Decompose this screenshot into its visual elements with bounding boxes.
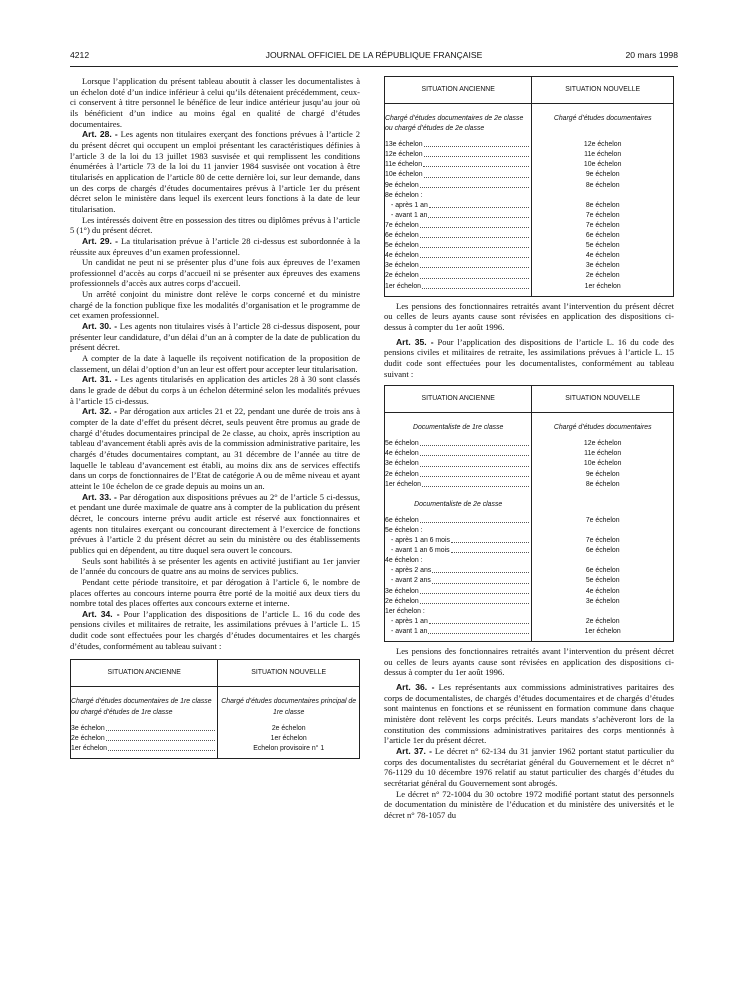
table-row <box>385 449 673 459</box>
old-grade-cell <box>385 211 532 221</box>
new-grade: 4e échelon <box>585 252 620 260</box>
leader-dots <box>429 201 530 208</box>
leader-dots <box>420 251 530 258</box>
old-grade-cell <box>385 459 532 469</box>
old-grade: 4e échelon <box>385 252 419 260</box>
old-grade: - avant 2 ans <box>391 577 431 585</box>
paragraph-text: Pendant cette période transitoire, et par dérogation à l’article 6, le nombre de places offertes au concours interne pourra être porté de la moitié aux deux tiers du nombre total des places offertes aux concours externe et interne. <box>70 576 360 609</box>
article-number: Art. 33. - <box>82 491 117 502</box>
paragraph-text: Les agents non titulaires exerçant des fonctions prévues à l’article 2 du présent décret qui occupent un emploi présentant les caractéristiques définies à l’article 3 de la loi du 13 juillet 1983 susvisée et qui remplissent les conditions énumérées à l’article 73 de la loi du 11 janvier 1984 susvisée ont vocation à être titularisés en application de l’article 80 de cette dernière loi, sur leur demande, dans un des corps de chargés d’études documentaires prévus à l’article 1er du présent décret selon le ministère dans lequel ils exercent leurs fonctions à la date de leur titularisation. <box>70 129 361 214</box>
new-grade: 3e échelon <box>585 597 620 605</box>
table-row <box>385 470 673 480</box>
table-row <box>385 617 673 627</box>
old-grade: - après 1 an <box>391 617 428 625</box>
old-grade: 1er échelon <box>385 282 422 290</box>
paragraph <box>384 301 674 333</box>
old-grade-cell <box>385 480 532 490</box>
table-row <box>385 546 673 556</box>
paragraph-text: Les pensions des fonctionnaires retraités avant l’intervention du présent décret ou celles de leurs ayants cause sont révisées en application des dispositions ci-dessus à compter du 1er août 1996. <box>384 300 674 332</box>
new-grade: 8e échelon <box>585 181 620 189</box>
header-situation-ancienne: SITUATION ANCIENNE <box>71 660 218 687</box>
paragraph <box>70 374 360 406</box>
table-row <box>71 724 359 734</box>
new-grade: 8e échelon <box>585 201 620 209</box>
new-category-caption: Chargé d’études documentaires <box>553 424 652 432</box>
new-grade: 2e échelon <box>271 724 306 732</box>
paragraph-text: Le décret n° 72-1004 du 30 octobre 1972 modifié portant statut des personnels de documentation du ministère de l’éducation et du ministère des universités et le décret n° 78-1057 du <box>384 788 674 820</box>
old-grade-cell <box>385 170 532 180</box>
old-grade-cell <box>385 150 532 160</box>
new-category-caption <box>532 490 673 516</box>
table-row <box>385 191 673 201</box>
leader-dots <box>424 170 530 177</box>
table-row <box>385 597 673 607</box>
table-row <box>385 221 673 231</box>
paragraph-text: Pour l’application des dispositions de l’article L. 16 du code des pensions civiles et militaires de retraite, les assimilations prévues à l’article L. 15 dudit code sont effectuées pour les documentalistes, conformément au tableau suivant : <box>384 336 675 379</box>
old-grade: 4e échelon : <box>385 557 423 565</box>
new-grade: 6e échelon <box>585 547 620 555</box>
left-column <box>70 76 360 759</box>
old-grade-cell <box>385 576 532 586</box>
old-grade: 3e échelon <box>385 460 419 468</box>
old-grade: 8e échelon : <box>385 191 423 199</box>
article-number: Art. 34. - <box>82 608 120 619</box>
table-row <box>385 261 673 271</box>
new-grade: 11e échelon <box>584 450 622 458</box>
new-grade: 6e échelon <box>585 232 620 240</box>
table-row <box>385 566 673 576</box>
leader-dots <box>451 536 529 543</box>
old-grade: 3e échelon <box>385 262 419 270</box>
old-grade-cell <box>385 191 532 201</box>
paragraph-text: Les pensions des fonctionnaires retraités avant l’intervention du présent décret ou celles de leurs ayants cause sont révisées en application des dispositions ci-dessus à compter du 1er août 1996. <box>384 645 674 678</box>
pension-table-2e-classe <box>384 76 674 297</box>
leader-dots <box>108 744 215 751</box>
old-grade-cell <box>71 734 218 744</box>
new-category-caption: Chargé d’études documentaires <box>553 115 652 122</box>
new-grade: 3e échelon <box>585 262 620 270</box>
new-grade: 1er échelon <box>584 282 621 290</box>
old-category-caption: Documentaliste de 1re classe <box>385 413 532 440</box>
table-row <box>385 231 673 241</box>
table-row <box>385 607 673 617</box>
leader-dots <box>432 576 530 583</box>
paragraph-text: Par dérogation aux articles 21 et 22, pendant une durée de trois ans à compter de la date d’effet du présent décret, seuls peuvent être promus au grade de chargé d’études documentaires principal de 2e classe, au choix, après inscription au tableau d’avancement établi après avis de la commission administrative paritaire, les chargés d’études documentaires comptant, au 31 décembre de l’année au titre de laquelle le tableau d’avancement est établi, au moins dix ans de services effectifs dans un corps de fonctionnaires de l’Etat de catégorie A ou de même niveau et ayant atteint le 10e échelon de ce grade depuis au moins un an. <box>70 406 361 491</box>
old-grade-cell <box>385 282 532 292</box>
article-number: Art. 31. - <box>82 374 118 385</box>
old-grade-cell <box>385 271 532 281</box>
table-row <box>385 241 673 251</box>
leader-dots <box>420 231 530 238</box>
new-grade: 6e échelon <box>585 567 620 575</box>
old-grade: 4e échelon <box>385 450 419 458</box>
new-grade: Echelon provisoire n° 1 <box>253 744 325 752</box>
old-grade-cell <box>385 140 532 150</box>
old-grade-cell <box>385 261 532 271</box>
leader-dots <box>420 439 530 446</box>
leader-dots <box>420 449 530 456</box>
old-grade: 1er échelon <box>385 480 422 488</box>
paragraph <box>70 556 360 577</box>
old-category-caption: Chargé d’études documentaires de 2e classe ou chargé d’études de 2e classe <box>385 104 532 141</box>
table-row <box>385 271 673 281</box>
table-row <box>385 587 673 597</box>
new-grade: 9e échelon <box>585 171 620 179</box>
table-row <box>385 439 673 449</box>
table-row <box>71 744 359 754</box>
header-situation-ancienne: SITUATION ANCIENNE <box>385 77 532 104</box>
old-grade-cell <box>385 181 532 191</box>
header-situation-nouvelle: SITUATION NOUVELLE <box>532 77 673 104</box>
table-row <box>385 140 673 150</box>
header-rule <box>70 66 678 67</box>
paragraph-text: Par dérogation aux dispositions prévues au 2° de l’article 5 ci-dessus, et pendant une durée maximale de quatre ans à compter de la publication du présent décret, le concours interne prévu audit article est réservé aux fonctionnaires et agents non titulaires exerçant ou concourant directement à l’exercice de fonctions prévues à l’article 2 du présent décret au sein du ministère ou des établissements publics qui en dépendent, au titre duquel sera ouvert le concours. <box>70 491 361 555</box>
old-grade: - avant 1 an <box>391 211 428 219</box>
leader-dots <box>420 470 530 477</box>
table-row <box>385 201 673 211</box>
paragraph <box>70 353 360 374</box>
old-grade: - après 1 an 6 mois <box>391 537 450 545</box>
header-situation-ancienne: SITUATION ANCIENNE <box>385 386 532 413</box>
leader-dots <box>424 150 530 157</box>
table-row <box>385 516 673 526</box>
table-row <box>385 480 673 490</box>
old-grade-cell <box>385 556 532 566</box>
table-row <box>385 576 673 586</box>
article-number: Art. 35. - <box>396 336 434 347</box>
old-grade: 3e échelon <box>385 587 419 595</box>
article-number: Art. 28. - <box>82 129 118 140</box>
table-row <box>385 556 673 566</box>
paragraph <box>384 337 674 380</box>
leader-dots <box>422 480 529 487</box>
new-grade: 10e échelon <box>583 161 622 169</box>
leader-dots <box>420 271 530 278</box>
new-grade: 7e échelon <box>585 211 620 219</box>
old-category-caption: Chargé d’études documentaires de 1re classe ou chargé d’études de 1re classe <box>71 687 218 724</box>
old-grade-cell <box>385 566 532 576</box>
old-grade-cell <box>385 526 532 536</box>
paragraph <box>70 492 360 556</box>
leader-dots <box>422 282 529 289</box>
old-grade-cell <box>385 251 532 261</box>
paragraph <box>70 215 360 236</box>
old-grade-cell <box>385 627 532 637</box>
table-row <box>385 150 673 160</box>
old-grade-cell <box>385 546 532 556</box>
article-number: Art. 29. - <box>82 235 118 246</box>
table-row <box>385 251 673 261</box>
old-grade: 5e échelon <box>385 242 419 250</box>
leader-dots <box>420 181 530 188</box>
new-grade: 10e échelon <box>583 460 622 468</box>
old-grade: - après 1 an <box>391 201 428 209</box>
header-situation-nouvelle: SITUATION NOUVELLE <box>218 660 359 687</box>
paragraph <box>70 577 360 609</box>
old-grade: 2e échelon <box>385 597 419 605</box>
leader-dots <box>420 516 530 523</box>
journal-title: JOURNAL OFFICIEL DE LA RÉPUBLIQUE FRANÇAISE <box>265 50 483 60</box>
table-row <box>71 734 359 744</box>
new-grade: 9e échelon <box>585 470 620 478</box>
new-grade <box>532 607 673 617</box>
article-number: Art. 37. - <box>396 745 432 756</box>
old-grade: - après 2 ans <box>391 567 432 575</box>
old-grade: 2e échelon <box>385 470 419 478</box>
old-grade-cell <box>385 587 532 597</box>
page-header <box>70 50 678 64</box>
leader-dots <box>420 261 530 268</box>
old-category-caption: Documentaliste de 2e classe <box>385 490 532 516</box>
paragraph <box>70 129 360 214</box>
old-grade: 9e échelon <box>385 181 419 189</box>
paragraph <box>70 321 360 353</box>
old-grade-cell <box>385 160 532 170</box>
table-row <box>385 459 673 469</box>
old-grade-cell <box>71 744 218 754</box>
paragraph <box>70 609 360 652</box>
paragraph-text: Les agents titularisés en application des articles 28 à 30 sont classés dans le grade de début du corps à un échelon déterminé selon les modalités prévues à l’article 15 ci-dessus. <box>70 374 360 406</box>
article-number: Art. 32. - <box>82 406 118 417</box>
old-grade: - avant 1 an 6 mois <box>391 547 450 555</box>
table-row <box>385 627 673 637</box>
leader-dots <box>420 597 530 604</box>
new-grade <box>532 556 673 566</box>
new-grade: 7e échelon <box>585 221 620 229</box>
new-grade: 7e échelon <box>585 516 620 524</box>
table-row <box>385 282 673 292</box>
old-grade-cell <box>385 536 532 546</box>
new-grade: 1er échelon <box>270 734 307 742</box>
old-grade: 1er échelon <box>71 744 108 752</box>
leader-dots <box>432 566 529 573</box>
new-grade: 12e échelon <box>583 141 622 149</box>
pension-table-documentalistes <box>384 385 674 642</box>
old-grade: - avant 1 an <box>391 627 428 635</box>
old-grade: 6e échelon <box>385 232 419 240</box>
paragraph-text: Seuls sont habilités à se présenter les agents en activité justifiant au 1er janvier de l’année du concours de quatre ans au moins de services publics. <box>70 555 360 577</box>
old-grade: 5e échelon <box>385 440 419 448</box>
new-grade: 2e échelon <box>585 272 620 280</box>
paragraph <box>384 646 674 678</box>
paragraph-text: Les agents non titulaires visés à l’article 28 ci-dessus disposent, pour présenter leur candidature, d’un délai d’un an à compter de la date de publication du présent décret. <box>70 321 361 353</box>
paragraph-text: Un arrêté conjoint du ministre dont relève le corps concerné et du ministre chargé de la fonction publique fixe les modalités d’organisation et le programme de cet examen professionnel. <box>70 289 360 321</box>
leader-dots <box>429 617 530 624</box>
table-row <box>385 170 673 180</box>
new-grade: 12e échelon <box>583 440 622 448</box>
paragraph <box>70 236 360 257</box>
paragraph-text: Le décret n° 62-134 du 31 janvier 1962 portant statut particulier du corps des documentalistes du secrétariat général du Gouvernement et le décret n° 76-1129 du 10 décembre 1976 relatif au statut particulier des chargés d’études du secrétariat général du Gouvernement sont abrogés. <box>384 745 674 788</box>
leader-dots <box>420 459 530 466</box>
header-situation-nouvelle: SITUATION NOUVELLE <box>532 386 673 413</box>
leader-dots <box>106 724 216 731</box>
old-grade-cell <box>385 439 532 449</box>
new-category-caption: Chargé d’études documentaires principal de 1re classe <box>221 698 357 716</box>
paragraph-text: Un candidat ne peut ni se présenter plus d’une fois aux épreuves de l’examen professionnel d’accès au corps d’accueil ni se présenter aux épreuves des examens professionnels d’accès aux autres corps d’accueil. <box>70 257 360 289</box>
new-grade: 2e échelon <box>585 617 620 625</box>
new-grade: 7e échelon <box>585 537 620 545</box>
old-grade: 11e échelon <box>385 161 423 169</box>
table-row <box>385 536 673 546</box>
pension-table-chargés <box>70 659 360 758</box>
paragraph-text: Pour l’application des dispositions de l’article L. 16 du code des pensions civiles et militaires de retraite, les assimilations prévues à l’article L. 15 dudit code sont effectuées pour les chargés d’études documentaires et les chargés d’études, conformément au tableau suivant : <box>70 608 361 651</box>
paragraph <box>70 257 360 289</box>
old-grade: 3e échelon <box>71 724 105 732</box>
paragraph <box>384 682 674 746</box>
new-grade <box>532 526 673 536</box>
article-number: Art. 30. - <box>82 321 118 332</box>
old-grade-cell <box>385 516 532 526</box>
table-row <box>385 160 673 170</box>
leader-dots <box>420 587 530 594</box>
issue-date: 20 mars 1998 <box>625 50 678 60</box>
old-grade: 2e échelon <box>385 272 419 280</box>
paragraph <box>384 789 674 821</box>
new-grade <box>532 191 673 201</box>
old-grade: 7e échelon <box>385 221 419 229</box>
paragraph <box>384 746 674 789</box>
new-grade: 5e échelon <box>585 242 620 250</box>
paragraph <box>70 76 360 129</box>
old-grade-cell <box>385 201 532 211</box>
old-grade: 10e échelon <box>385 171 423 179</box>
paragraph-text: Lorsque l’application du présent tableau aboutit à classer les documentalistes à un échelon doté d’un indice inférieur à celui qu’ils détenaient précédemment, ceux-ci conservent à titre personnel le bénéfice de leur indice antérieur jusqu’au jour où ils bénéficient d’un indice au moins égal en qualité de chargé d’études documentaires. <box>70 76 360 129</box>
article-number: Art. 36. - <box>396 681 435 692</box>
old-grade: 6e échelon <box>385 516 419 524</box>
leader-dots <box>424 140 530 147</box>
leader-dots <box>428 211 529 218</box>
old-grade-cell <box>385 607 532 617</box>
new-grade: 8e échelon <box>585 480 620 488</box>
leader-dots <box>420 241 530 248</box>
leader-dots <box>420 221 530 228</box>
right-column <box>384 76 674 820</box>
page-number: 4212 <box>70 50 90 60</box>
leader-dots <box>428 627 529 634</box>
old-grade-cell <box>71 724 218 734</box>
leader-dots <box>451 546 530 553</box>
paragraph <box>70 406 360 491</box>
old-grade: 2e échelon <box>71 734 105 742</box>
paragraph <box>70 289 360 321</box>
old-grade: 13e échelon <box>385 141 423 149</box>
old-grade: 5e échelon : <box>385 526 423 534</box>
new-grade: 1er échelon <box>584 627 621 635</box>
leader-dots <box>423 160 529 167</box>
new-grade: 4e échelon <box>585 587 620 595</box>
table-row <box>385 211 673 221</box>
old-grade: 1er échelon : <box>385 607 425 615</box>
old-grade-cell <box>385 617 532 627</box>
old-grade-cell <box>385 449 532 459</box>
table-row <box>385 526 673 536</box>
old-grade-cell <box>385 597 532 607</box>
paragraph-text: A compter de la date à laquelle ils reçoivent notification de la proposition de classement, un délai d’option d’un an leur est offert pour accepter leur titularisation. <box>70 353 360 374</box>
paragraph-text: La titularisation prévue à l’article 28 ci-dessus est subordonnée à la réussite aux épreuves d’un examen professionnel. <box>70 235 361 257</box>
old-grade-cell <box>385 231 532 241</box>
old-grade: 12e échelon <box>385 151 423 159</box>
paragraph-text: Les représentants aux commissions administratives paritaires des corps de documentalistes, de chargés d’études documentaires et de chargés d’études sont maintenus en fonctions et se réunissent en formation commune dans chaque ministère dont relèvent les corps précités. Leurs mandats s’achèveront lors de la constitution des commissions administratives paritaires des corps mentionnés à l’article 1er du présent décret. <box>384 681 674 746</box>
old-grade-cell <box>385 221 532 231</box>
table-row <box>385 181 673 191</box>
leader-dots <box>106 734 216 741</box>
new-grade: 11e échelon <box>584 151 622 159</box>
old-grade-cell <box>385 241 532 251</box>
paragraph-text: Les intéressés doivent être en possession des titres ou diplômes prévus à l’article 5 (1°) du présent décret. <box>70 214 360 236</box>
old-grade-cell <box>385 470 532 480</box>
new-grade: 5e échelon <box>585 577 620 585</box>
